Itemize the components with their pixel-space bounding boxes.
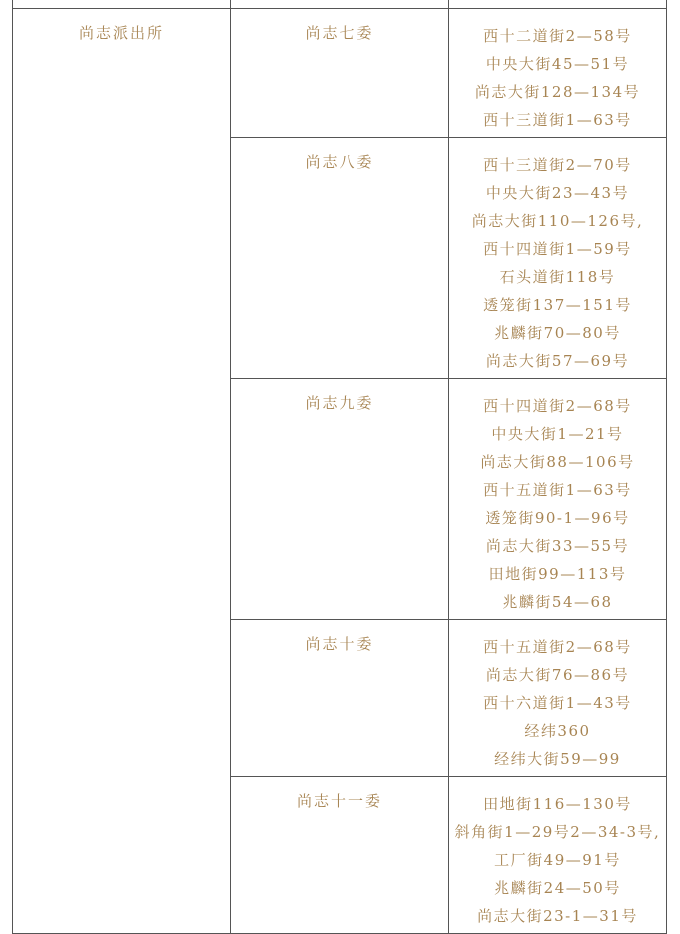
street-range: 透笼街90-1—96号 [485, 509, 630, 527]
street-range: 工厂街49—91号 [494, 851, 621, 869]
street-range: 斜角街1—29号2—34-3号, [454, 823, 661, 841]
street-range: 尚志大街23-1—31号 [477, 907, 638, 925]
street-range-list [449, 138, 667, 379]
table-body [13, 0, 667, 934]
street-range: 尚志大街33—55号 [485, 537, 630, 555]
street-range: 尚志大街57—69号 [485, 352, 630, 370]
cell-blank [449, 0, 667, 9]
street-range: 经纬360 [524, 722, 591, 740]
street-range: 兆麟街54—68 [502, 593, 613, 611]
street-range: 尚志大街88—106号 [480, 453, 635, 471]
police-station-name: 尚志派出所 [13, 9, 231, 934]
committee-name: 尚志八委 [231, 138, 449, 379]
street-range: 西十二道街2—58号 [483, 27, 632, 45]
street-range: 西十四道街2—68号 [483, 397, 632, 415]
street-range-list [449, 9, 667, 138]
street-range: 尚志大街128—134号 [474, 83, 641, 101]
street-range: 西十四道街1—59号 [483, 240, 632, 258]
street-range: 中央大街23—43号 [485, 184, 630, 202]
committee-name: 尚志九委 [231, 379, 449, 620]
street-range-list [449, 777, 667, 934]
street-range: 经纬大街59—99 [494, 750, 621, 768]
street-range-list [449, 379, 667, 620]
table-row-top-partial [13, 0, 667, 9]
jurisdiction-table [12, 0, 667, 934]
street-range: 田地街99—113号 [488, 565, 627, 583]
committee-name: 尚志七委 [231, 9, 449, 138]
street-range: 西十三道街2—70号 [483, 156, 632, 174]
committee-name: 尚志十一委 [231, 777, 449, 934]
street-range: 兆麟街70—80号 [494, 324, 621, 342]
street-range: 西十六道街1—43号 [483, 694, 632, 712]
street-range: 中央大街45—51号 [485, 55, 630, 73]
street-range: 田地街116—130号 [483, 795, 632, 813]
street-range: 西十五道街1—63号 [483, 481, 632, 499]
street-range: 尚志大街76—86号 [485, 666, 630, 684]
table-row [13, 9, 667, 138]
street-range: 尚志大街110—126号, [471, 212, 644, 230]
street-range: 兆麟街24—50号 [494, 879, 621, 897]
street-range: 西十五道街2—68号 [483, 638, 632, 656]
cell-blank [231, 0, 449, 9]
cell-blank [13, 0, 231, 9]
street-range: 西十三道街1—63号 [483, 111, 632, 129]
street-range-list [449, 620, 667, 777]
street-range: 中央大街1—21号 [491, 425, 624, 443]
committee-name: 尚志十委 [231, 620, 449, 777]
street-range: 透笼街137—151号 [483, 296, 632, 314]
street-range: 石头道街118号 [499, 268, 616, 286]
